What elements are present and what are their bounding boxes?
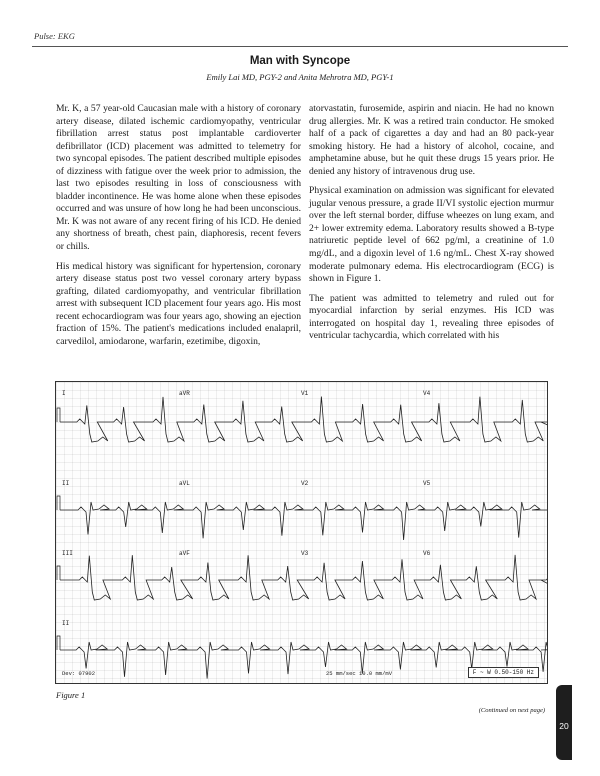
lead-label: V2	[301, 480, 309, 487]
ecg-lead-trace	[60, 502, 547, 540]
ecg-tracing	[56, 382, 547, 683]
text-column-left	[56, 103, 301, 355]
lead-label: aVL	[179, 480, 190, 487]
lead-label: III	[62, 550, 73, 557]
ecg-speed-gain: 25 mm/sec 10.0 mm/mV	[326, 670, 393, 677]
lead-label: II	[62, 620, 70, 627]
article-authors: Emily Lai MD, PGY-2 and Anita Mehrotra MD, PGY-1	[206, 72, 394, 82]
lead-label: V3	[301, 550, 309, 557]
text-column-right	[309, 103, 554, 350]
paragraph: Physical examination on admission was significant for elevated jugular venous pressure, a grade II/VI systolic ejection murmur over the left sternal border, diffuse wheezes on lung exam, and 2+ lower extremity edema. Laboratory results showed a B-type natriuretic peptide level of 662 pg/ml, a creatinine of 1.0 mg/dL, and a digoxin level of 1.6 ng/mL. Chest X-ray showed moderate pulmonary edema. His electrocardiogram (ECG) is shown in Figure 1.	[309, 185, 554, 285]
paragraph: The patient was admitted to telemetry and ruled out for myocardial infarction by serial enzymes. His ICD was interrogated on hospital day 1, revealing three episodes of ventricular tachycardia, which correlated with his	[309, 292, 554, 342]
calibration-pulse	[57, 566, 60, 580]
calibration-pulse	[57, 636, 60, 650]
ecg-device-id: Dev: 07902	[62, 670, 96, 677]
ecg-lead-trace	[60, 555, 547, 600]
figure-caption: Figure 1	[56, 690, 86, 700]
lead-label: aVF	[179, 550, 190, 557]
ecg-lead-trace	[60, 397, 547, 443]
header-rule	[32, 46, 568, 47]
page-number: 20	[559, 721, 569, 731]
lead-label: aVR	[179, 390, 190, 397]
lead-label: V1	[301, 390, 309, 397]
ecg-filter-box: F ~ W 0.50-150 Hz	[468, 667, 539, 678]
article-title: Man with Syncope	[249, 55, 351, 67]
paragraph: atorvastatin, furosemide, aspirin and niacin. He had no known drug allergies. Mr. K was a retired train conductor. He smoked half of a pack of cigarettes a day and had an 80 pack-year smoking history. He had a history of alcohol, cocaine, and amphetamine abuse, but he quit these drugs 15 years prior. He denied any history of intravenous drug use.	[309, 103, 554, 177]
continued-note: (Continued on next page)	[478, 707, 545, 714]
lead-label: II	[62, 480, 70, 487]
section-label: Pulse: EKG	[34, 31, 75, 41]
lead-label: V6	[423, 550, 431, 557]
calibration-pulse	[57, 408, 60, 422]
calibration-pulse	[57, 496, 60, 510]
lead-label: V4	[423, 390, 431, 397]
ecg-figure	[55, 381, 548, 684]
lead-label: I	[62, 390, 66, 397]
paragraph: Mr. K, a 57 year-old Caucasian male with a history of coronary artery disease, dilated ischemic cardiomyopathy, ventricular fibrillation arrest status post implantable cardioverter defibrillator (ICD) placement was admitted to telemetry for two syncopal episodes. The patient described multiple episodes of dizziness with fatigue over the week prior to admission, the last two episodes resulting in loss of consciousness with bladder incontinence. He was home alone when these episodes occurred and was unsure of how long he had been unconscious. Mr. K was not aware of any recent firing of his ICD. He denied any shortness of breath, chest pain, diaphoresis, recent fevers or chills.	[56, 103, 301, 253]
paragraph: His medical history was significant for hypertension, coronary artery disease status post two vessel coronary artery bypass grafting, dilated cardiomyopathy, and ventricular fibrillation arrest with subsequent ICD placement four years ago. His most recent echocardiogram was four years ago, showing an ejection fraction of 15%. The patient's medications included enalapril, carvedilol, amiodarone, warfarin, ezetimibe, digoxin,	[56, 260, 301, 347]
lead-label: V5	[423, 480, 431, 487]
